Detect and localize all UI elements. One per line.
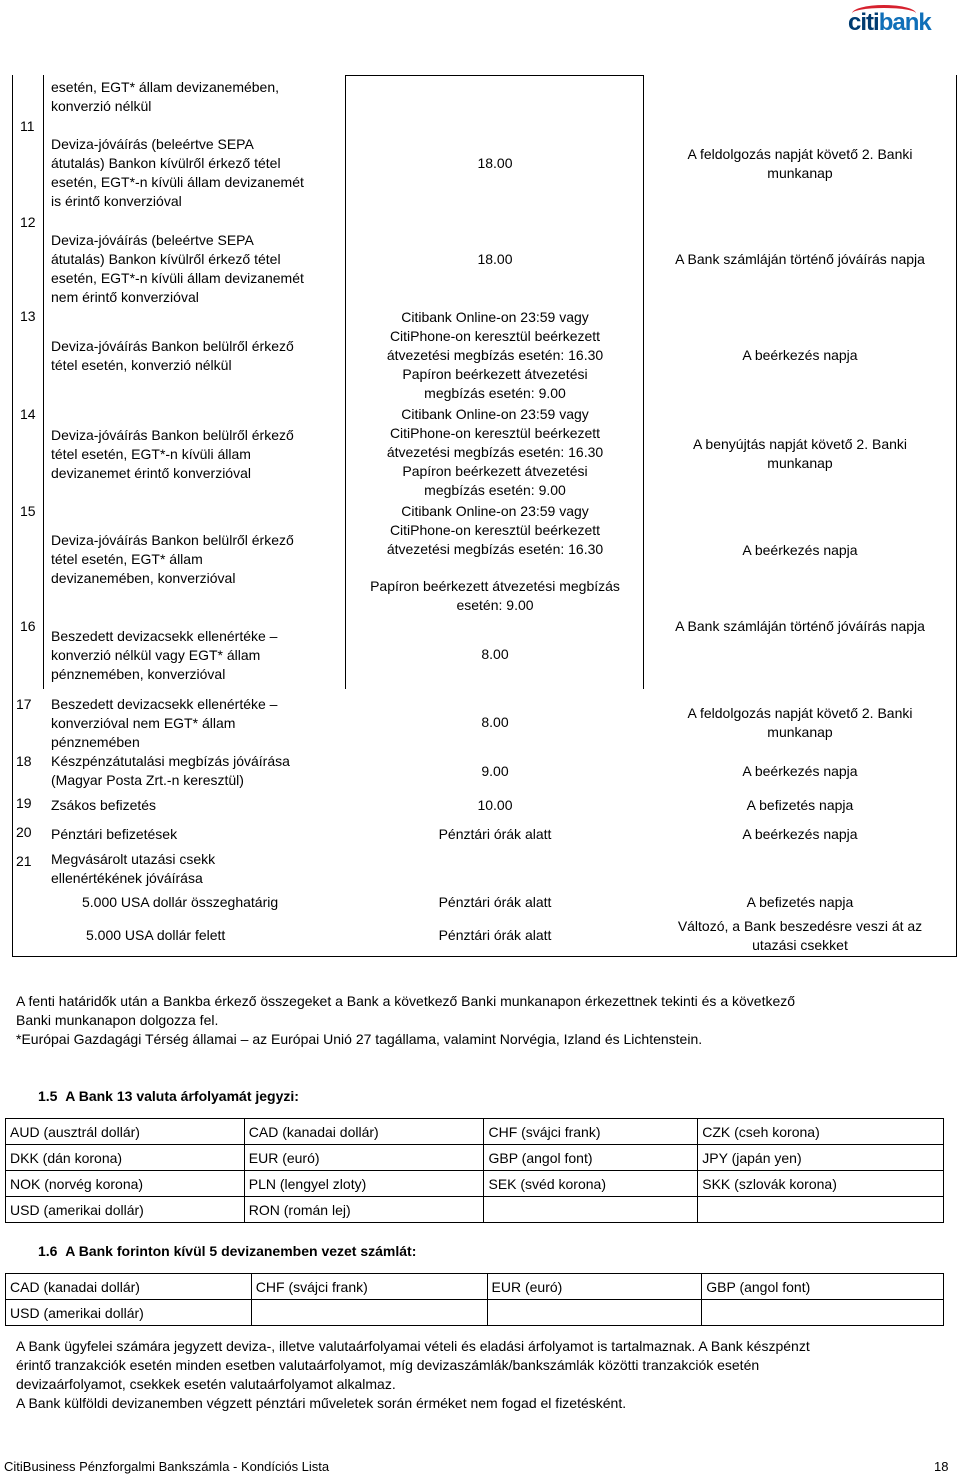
row-number: 14 [20,406,36,422]
table-row: CAD (kanadai dollár) CHF (svájci frank) EUR (euró) GBP (angol font) [6,1274,944,1300]
value-date: Változó, a Bank beszedésre veszi át az utazási csekket [677,918,923,953]
page-number: 18 [934,1459,949,1474]
row-description: Deviza-jóváírás Bankon belülről érkező tétel esetén, konverzió nélkül [51,338,294,373]
row-number: 18 [16,753,32,769]
value-date: A Bank számláján történő jóváírás napja [675,251,925,267]
cutoff-time: Pénztári órák alatt [438,894,552,910]
value-date: A Bank számláján történő jóváírás napja [675,618,925,634]
sub-row-label: 5.000 USA dollár összeghatárig [82,894,279,910]
cutoff-time: 18.00 [477,251,513,267]
value-date: A befizetés napja [746,797,854,813]
row-number: 13 [20,308,36,324]
cutoff-time: 10.00 [477,797,513,813]
row-description: Deviza-jóváírás Bankon belülről érkező tétel esetén, EGT* állam devizanemében, konverzióval [51,532,294,586]
row-description: Megvásárolt utazási csekk ellenértékének jóváírása [51,851,216,886]
row-number: 19 [16,795,32,811]
row-description: Pénztári befizetések [51,826,178,842]
value-date: A feldolgozás napját követő 2. Banki munkanap [687,705,913,740]
row-number: 12 [20,214,36,230]
section-heading: 1.6 A Bank forinton kívül 5 devizanemben vezet számlát: [38,1243,417,1259]
row-description: Beszedett devizacsekk ellenértéke – konverzió nélkül vagy EGT* állam pénznemében, konverzióval [51,628,278,682]
closing-paragraph: A Bank ügyfelei számára jegyzett deviza-, illetve valutaárfolyamai vételi és eladási árfolyamot is tartalmaznak. A Bank készpénzt érintő tranzakciók esetén minden esetben valutaárfolyamot, míg devizaszámlák/bankszámlák közötti tranzakciók esetén devizaárfolyamot, csekkek esetén valutaárfolyamot alkalmaz. A Bank külföldi devizanemben végzett pénztári műveletek során érméket nem fogad el fizetésként. [16,1338,810,1411]
value-date: A beérkezés napja [742,826,858,842]
row-number: 21 [16,853,32,869]
table-row: AUD (ausztrál dollár) CAD (kanadai dollár) CHF (svájci frank) CZK (cseh korona) [6,1119,944,1145]
row-description: Deviza-jóváírás (beleértve SEPA átutalás) Bankon kívülről érkező tétel esetén, EGT*-n kívüli állam devizanemét is érintő konverzióval [51,136,304,209]
value-date: A beérkezés napja [742,347,858,363]
row-description: Beszedett devizacsekk ellenértéke – konverzióval nem EGT* állam pénznemében [51,696,278,750]
footer-title: CitiBusiness Pénzforgalmi Bankszámla - Kondíciós Lista [4,1459,330,1474]
row-number: 11 [20,118,35,134]
value-date: A beérkezés napja [742,542,858,558]
section-heading: 1.5 A Bank 13 valuta árfolyamát jegyzi: [38,1088,299,1104]
cutoff-time: 8.00 [481,646,509,662]
cutoff-time: Citibank Online-on 23:59 vagy CitiPhone-on keresztül beérkezett átvezetési megbízás esetén: 16.30 Papíron beérkezett átvezetési megbízás esetén: 9.00 [386,406,604,498]
sub-row-label: 5.000 USA dollár felett [86,927,226,943]
row-number: 17 [16,696,32,712]
citibank-logo: citibank [848,3,948,33]
value-date: A befizetés napja [746,894,854,910]
table-row: USD (amerikai dollár) [6,1300,944,1326]
cutoff-time: 9.00 [481,763,509,779]
table-row: NOK (norvég korona) PLN (lengyel zloty) SEK (svéd korona) SKK (szlovák korona) [6,1171,944,1197]
row-number: 16 [20,618,36,634]
currency-table [5,1118,944,1223]
cutoff-time: 8.00 [481,714,509,730]
table-row: DKK (dán korona) EUR (euró) GBP (angol font) JPY (japán yen) [6,1145,944,1171]
row-description: Zsákos befizetés [51,797,157,813]
row-number: 15 [20,503,36,519]
cutoff-time: 18.00 [477,155,513,171]
account-currency-table [5,1273,944,1326]
cutoff-time: Pénztári órák alatt [438,927,552,943]
cutoff-time: Citibank Online-on 23:59 vagy CitiPhone-on keresztül beérkezett átvezetési megbízás esetén: 16.30 Papíron beérkezett átvezetési megbízás esetén: 9.00 [386,309,604,401]
notes: A fenti határidők után a Bankba érkező összegeket a Bank a következő Banki munkanapon érkezettnek tekinti és a következő Banki munkanapon dolgozza fel. *Európai Gazdagági Térség államai – az Európai Unió 27 tagállama, valamint Norvégia, Izland és Lichtenstein. [16,993,796,1047]
table-row: USD (amerikai dollár) RON (román lej) [6,1197,944,1223]
value-date: A benyújtás napját követő 2. Banki munkanap [692,436,908,471]
cutoff-time: Pénztári órák alatt [438,826,552,842]
value-date: A feldolgozás napját követő 2. Banki munkanap [687,146,913,181]
row-description: Készpénzátutalási megbízás jóváírása (Magyar Posta Zrt.-n keresztül) [51,753,290,788]
row-description: Deviza-jóváírás (beleértve SEPA átutalás) Bankon kívülről érkező tétel esetén, EGT*-n kívüli állam devizanemét nem érintő konverzióval [51,232,304,305]
row-description: esetén, EGT* állam devizanemében, konverzió nélkül [51,79,280,114]
row-description: Deviza-jóváírás Bankon belülről érkező tétel esetén, EGT*-n kívüli állam devizanemet érintő konverzióval [51,427,294,481]
value-date: A beérkezés napja [742,763,858,779]
row-number: 20 [16,824,32,840]
cutoff-time: Citibank Online-on 23:59 vagy CitiPhone-on keresztül beérkezett átvezetési megbízás esetén: 16.30 Papíron beérkezett átvezetési megbízás esetén: 9.00 [370,503,620,613]
